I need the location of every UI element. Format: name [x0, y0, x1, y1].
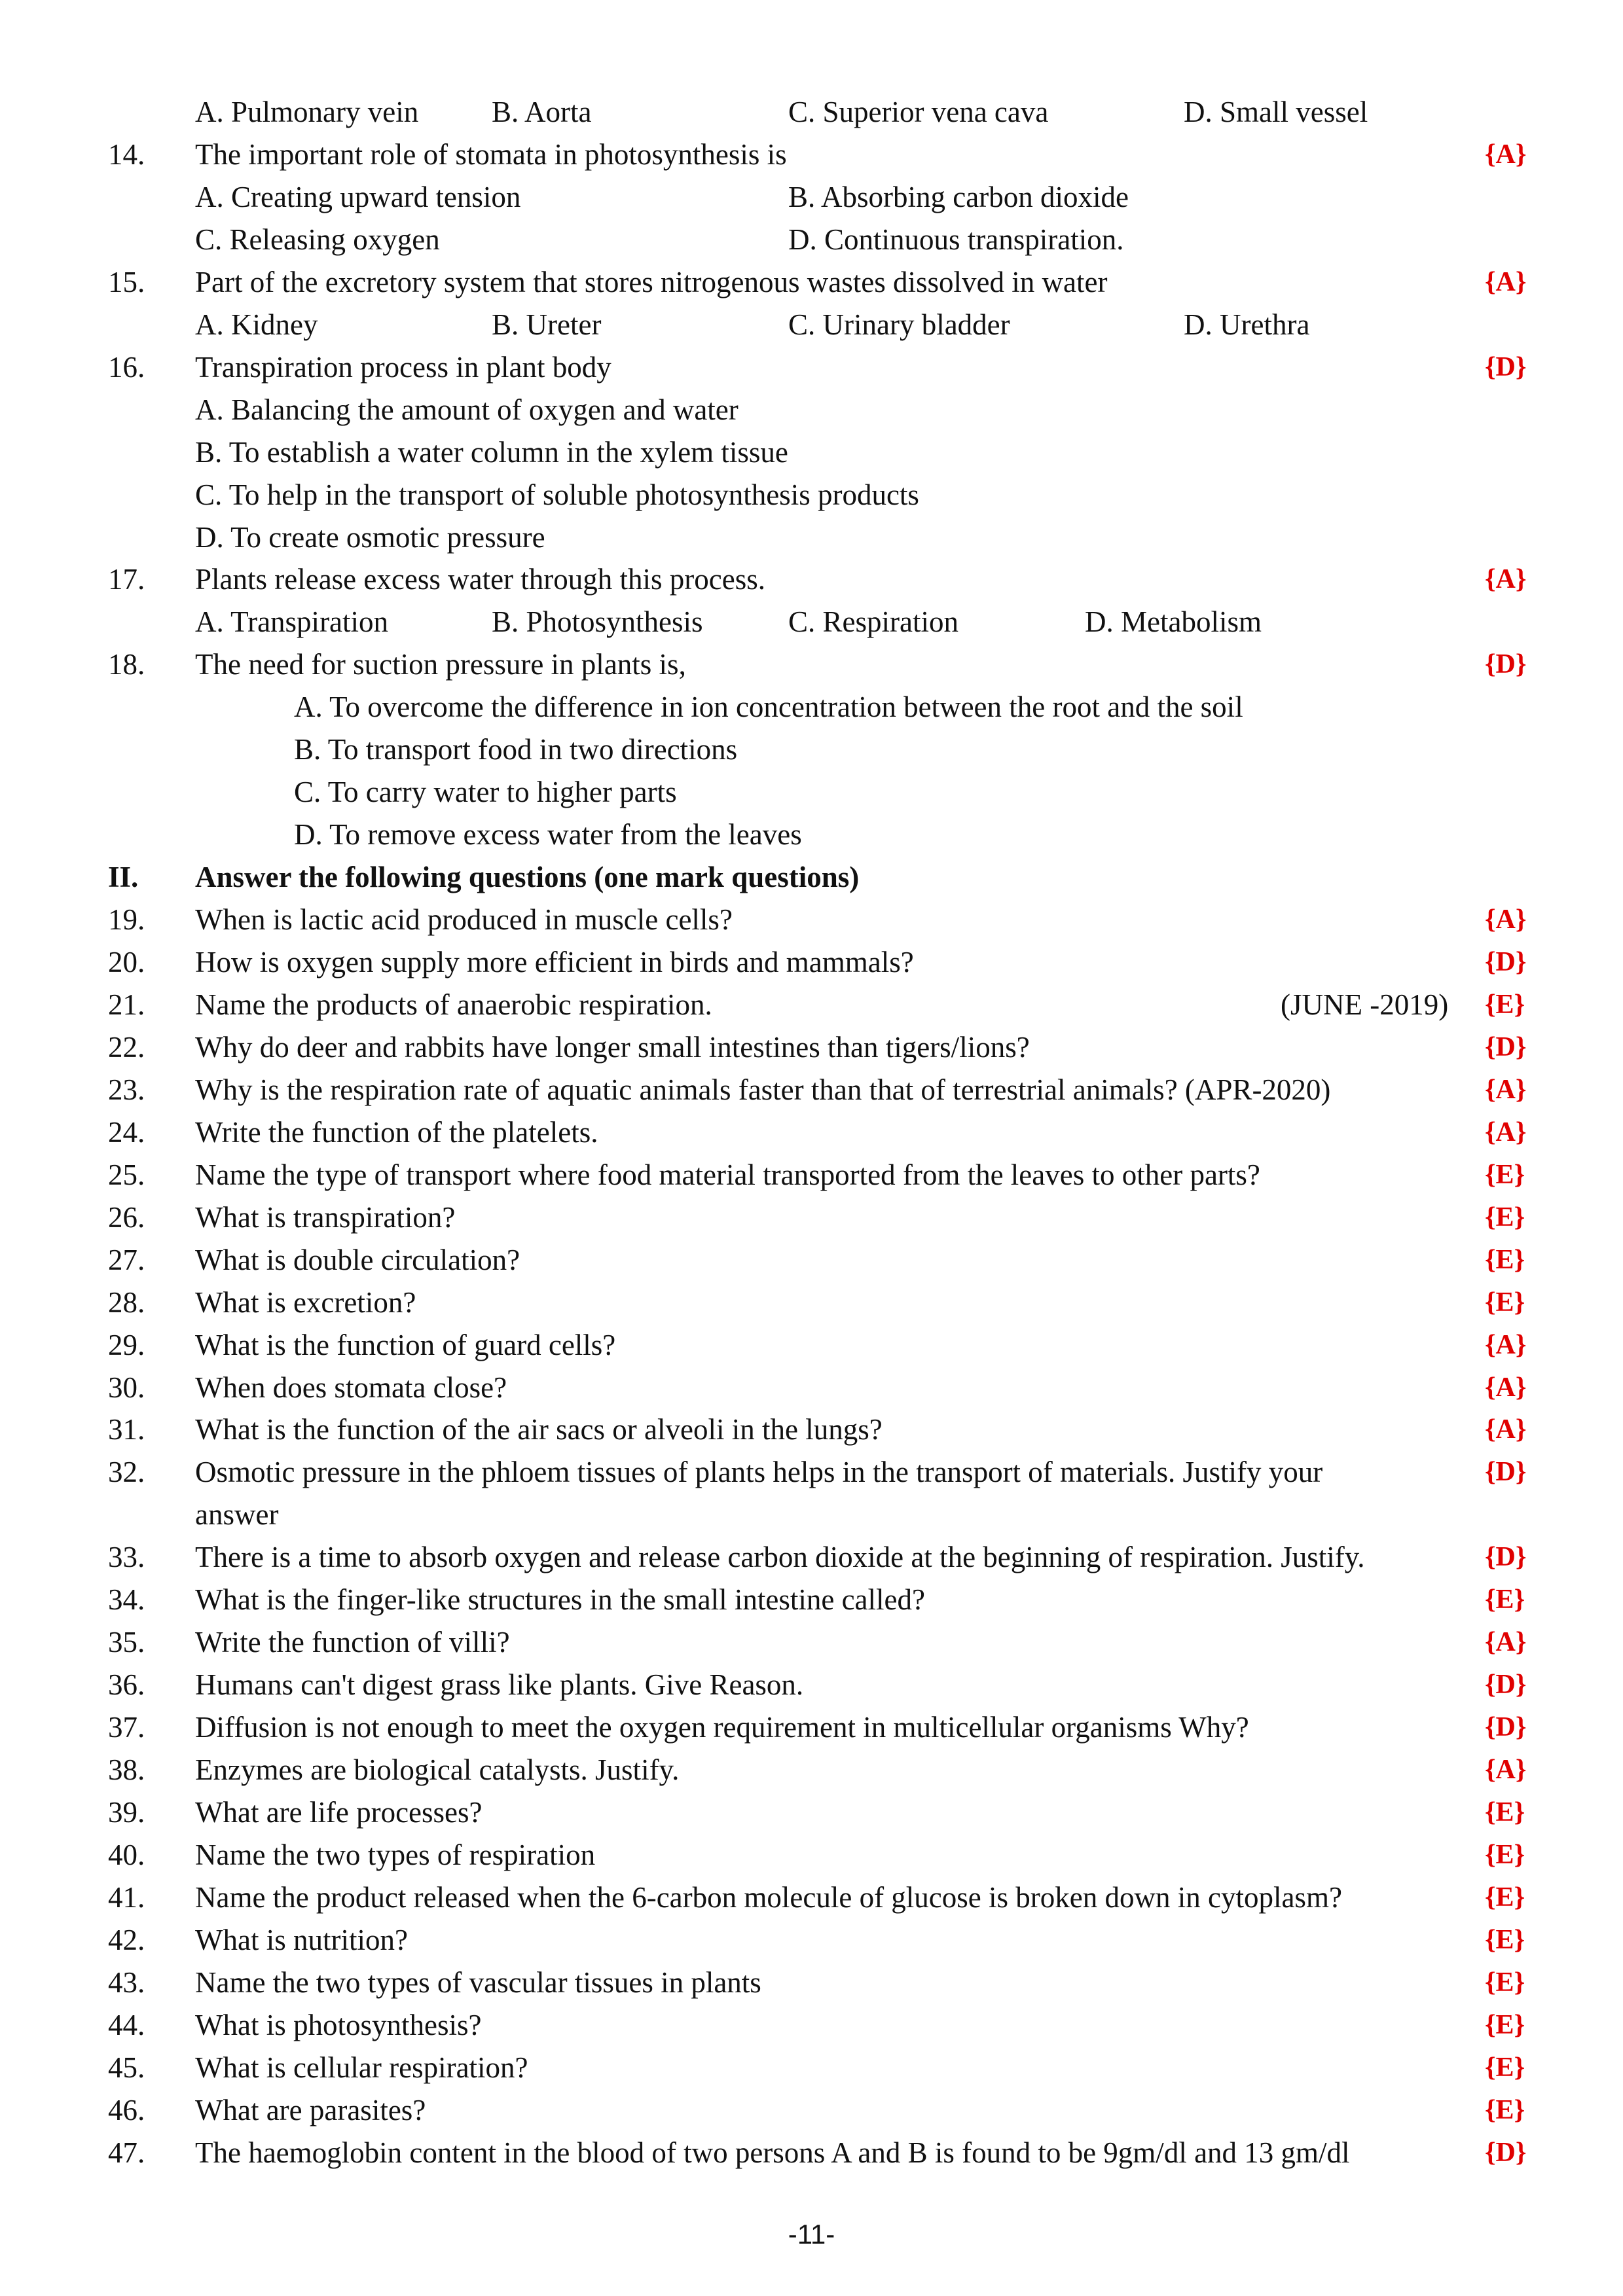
- option: C. Superior vena cava: [788, 96, 1049, 128]
- question-number: 36.: [108, 1668, 145, 1702]
- question-text: When is lactic acid produced in muscle cells?: [195, 903, 733, 937]
- option-line: [0, 686, 1623, 728]
- question-number: 22.: [108, 1030, 145, 1064]
- question-number: 41.: [108, 1880, 145, 1914]
- question-text: Name the type of transport where food material transported from the leaves to other parts?: [195, 1158, 1260, 1191]
- question-number: 17.: [108, 563, 145, 596]
- answer-key-badge: {A}: [1485, 1074, 1527, 1105]
- option: D. To create osmotic pressure: [195, 520, 545, 554]
- question-row: [0, 1621, 1623, 1664]
- question-number: 16.: [108, 350, 145, 384]
- question-row: [0, 261, 1623, 304]
- question-row: [0, 1579, 1623, 1621]
- options-row: [0, 601, 1623, 643]
- question-row: [0, 1876, 1623, 1919]
- question-number: 24.: [108, 1115, 145, 1149]
- question-text: The important role of stomata in photosynthesis is: [195, 137, 787, 171]
- question-text: What is photosynthesis?: [195, 2008, 482, 2041]
- option: A. Pulmonary vein: [195, 96, 419, 128]
- answer-key-badge: {A}: [1485, 564, 1527, 595]
- question-text: Why is the respiration rate of aquatic animals faster than that of terrestrial animals? (APR-2020): [195, 1073, 1331, 1106]
- question-number: 46.: [108, 2093, 145, 2126]
- question-text: What are parasites?: [195, 2093, 426, 2126]
- question-row: [0, 1196, 1623, 1239]
- question-number: 45.: [108, 2051, 145, 2084]
- question-row: [0, 1239, 1623, 1282]
- question-row: [0, 1536, 1623, 1579]
- answer-key-badge: {E}: [1485, 2052, 1525, 2083]
- question-text: What is transpiration?: [195, 1200, 456, 1234]
- question-text: The haemoglobin content in the blood of two persons A and B is found to be 9gm/dl and 13 gm/dl: [195, 2136, 1350, 2169]
- question-row: [0, 941, 1623, 984]
- question-row: [0, 1664, 1623, 1706]
- answer-key-badge: {D}: [1485, 351, 1527, 382]
- answer-key-badge: {D}: [1485, 1457, 1527, 1488]
- question-row: [0, 1154, 1623, 1196]
- question-row: [0, 1111, 1623, 1154]
- answer-key-badge: {E}: [1485, 1924, 1525, 1955]
- question-text: Diffusion is not enough to meet the oxygen requirement in multicellular organisms Why?: [195, 1711, 1249, 1744]
- question-text: Plants release excess water through this process.: [195, 563, 765, 596]
- question-text: answer: [195, 1498, 279, 1532]
- option: D. Continuous transpiration.: [788, 223, 1124, 256]
- question-text: What is nutrition?: [195, 1923, 408, 1956]
- question-number: 28.: [108, 1285, 145, 1319]
- question-text: There is a time to absorb oxygen and release carbon dioxide at the beginning of respiration. Justify.: [195, 1541, 1365, 1574]
- section-heading: [0, 856, 1623, 899]
- question-text: Name the two types of vascular tissues in plants: [195, 1965, 761, 1999]
- question-number: 44.: [108, 2008, 145, 2041]
- question-number: 14.: [108, 137, 145, 171]
- option: B. Ureter: [492, 308, 602, 341]
- question-text: The need for suction pressure in plants is,: [195, 648, 686, 681]
- question-row: [0, 1749, 1623, 1791]
- question-continuation: [0, 1494, 1623, 1536]
- option: D. Small vessel: [1184, 96, 1368, 128]
- question-row: [0, 899, 1623, 941]
- question-row: [0, 2004, 1623, 2047]
- option: A. Creating upward tension: [195, 180, 521, 213]
- answer-key-badge: {A}: [1485, 139, 1527, 170]
- question-text: Name the product released when the 6-carbon molecule of glucose is broken down in cytoplasm?: [195, 1880, 1342, 1914]
- options-row: [0, 91, 1623, 134]
- answer-key-badge: {D}: [1485, 1712, 1527, 1743]
- question-row: [0, 1367, 1623, 1409]
- question-text: Transpiration process in plant body: [195, 350, 611, 384]
- question-text: What is the function of the air sacs or alveoli in the lungs?: [195, 1413, 883, 1446]
- question-row: [0, 134, 1623, 176]
- question-row: [0, 1451, 1623, 1494]
- question-text: Osmotic pressure in the phloem tissues of plants helps in the transport of materials. Justify your: [195, 1456, 1323, 1489]
- answer-key-badge: {E}: [1485, 1882, 1525, 1912]
- question-text: Part of the excretory system that stores nitrogenous wastes dissolved in water: [195, 265, 1108, 298]
- question-text: What is double circulation?: [195, 1243, 520, 1276]
- exam-reference: (JUNE -2019): [1281, 988, 1449, 1021]
- option: A. Balancing the amount of oxygen and water: [195, 393, 739, 426]
- answer-key-badge: {E}: [1485, 989, 1525, 1020]
- question-row: [0, 1069, 1623, 1111]
- option: C. Releasing oxygen: [195, 223, 440, 256]
- answer-key-badge: {A}: [1485, 1755, 1527, 1785]
- question-number: 38.: [108, 1753, 145, 1787]
- question-row: [0, 1026, 1623, 1069]
- question-text: Name the two types of respiration: [195, 1838, 596, 1871]
- answer-key-badge: {D}: [1485, 1031, 1527, 1062]
- question-number: 37.: [108, 1711, 145, 1744]
- answer-key-badge: {E}: [1485, 1839, 1525, 1870]
- question-number: II.: [108, 861, 139, 894]
- question-text: Name the products of anaerobic respiration.: [195, 988, 712, 1021]
- answer-key-badge: {D}: [1485, 1542, 1527, 1573]
- question-number: 32.: [108, 1456, 145, 1489]
- option: B. Photosynthesis: [492, 605, 703, 639]
- question-number: 40.: [108, 1838, 145, 1871]
- question-row: [0, 1834, 1623, 1876]
- question-number: 23.: [108, 1073, 145, 1106]
- option: D. To remove excess water from the leaves: [294, 818, 802, 852]
- question-number: 42.: [108, 1923, 145, 1956]
- answer-key-badge: {E}: [1485, 1585, 1525, 1615]
- answer-key-badge: {A}: [1485, 1372, 1527, 1403]
- question-text: What are life processes?: [195, 1796, 483, 1829]
- question-number: 19.: [108, 903, 145, 937]
- option: C. To carry water to higher parts: [294, 776, 677, 809]
- answer-key-badge: {A}: [1485, 266, 1527, 297]
- option-line: [0, 771, 1623, 814]
- option-line: [0, 516, 1623, 559]
- question-number: 35.: [108, 1626, 145, 1659]
- question-row: [0, 984, 1623, 1026]
- question-row: [0, 1282, 1623, 1324]
- question-row: [0, 1919, 1623, 1962]
- answer-key-badge: {A}: [1485, 1329, 1527, 1360]
- question-number: 26.: [108, 1200, 145, 1234]
- question-number: 21.: [108, 988, 145, 1021]
- option: B. To establish a water column in the xylem tissue: [195, 435, 788, 469]
- answer-key-badge: {E}: [1485, 1287, 1525, 1318]
- question-number: 15.: [108, 265, 145, 298]
- option: C. Urinary bladder: [788, 308, 1010, 341]
- question-row: [0, 1791, 1623, 1834]
- question-row: [0, 643, 1623, 686]
- option-line: [0, 431, 1623, 474]
- answer-key-badge: {A}: [1485, 1627, 1527, 1658]
- answer-key-badge: {E}: [1485, 2009, 1525, 2040]
- question-text: What is the finger-like structures in the small intestine called?: [195, 1583, 925, 1617]
- question-row: [0, 2089, 1623, 2132]
- option: D. Urethra: [1184, 308, 1310, 341]
- answer-key-badge: {E}: [1485, 1244, 1525, 1275]
- answer-key-badge: {E}: [1485, 1967, 1525, 1998]
- question-number: 33.: [108, 1541, 145, 1574]
- answer-key-badge: {A}: [1485, 905, 1527, 935]
- option: A. Transpiration: [195, 605, 389, 639]
- question-text: What is cellular respiration?: [195, 2051, 528, 2084]
- option-line: [0, 474, 1623, 516]
- answer-key-badge: {A}: [1485, 1414, 1527, 1445]
- question-row: [0, 1962, 1623, 2004]
- question-number: 27.: [108, 1243, 145, 1276]
- question-text: What is the function of guard cells?: [195, 1328, 616, 1361]
- question-row: [0, 1706, 1623, 1749]
- question-row: [0, 1408, 1623, 1451]
- option: B. Aorta: [492, 96, 592, 128]
- question-row: [0, 558, 1623, 601]
- question-number: 34.: [108, 1583, 145, 1617]
- answer-key-badge: {D}: [1485, 947, 1527, 977]
- question-number: 30.: [108, 1371, 145, 1404]
- answer-key-badge: {D}: [1485, 649, 1527, 680]
- question-row: [0, 2047, 1623, 2089]
- question-number: 47.: [108, 2136, 145, 2169]
- option: C. Respiration: [788, 605, 958, 639]
- question-number: 39.: [108, 1796, 145, 1829]
- question-number: 18.: [108, 648, 145, 681]
- option: B. To transport food in two directions: [294, 733, 738, 766]
- question-number: 31.: [108, 1413, 145, 1446]
- option: C. To help in the transport of soluble photosynthesis products: [195, 478, 919, 511]
- question-text: Write the function of villi?: [195, 1626, 510, 1659]
- answer-key-badge: {E}: [1485, 1202, 1525, 1232]
- question-number: 29.: [108, 1328, 145, 1361]
- question-number: 20.: [108, 946, 145, 978]
- option-line: [0, 728, 1623, 771]
- answer-key-badge: {D}: [1485, 1670, 1527, 1700]
- options-row: [0, 176, 1623, 219]
- question-text: Humans can't digest grass like plants. Give Reason.: [195, 1668, 804, 1702]
- answer-key-badge: {A}: [1485, 1117, 1527, 1147]
- answer-key-badge: {E}: [1485, 2094, 1525, 2125]
- question-text: When does stomata close?: [195, 1371, 507, 1404]
- answer-key-badge: {E}: [1485, 1797, 1525, 1827]
- question-text: Answer the following questions (one mark questions): [195, 861, 860, 894]
- option: D. Metabolism: [1085, 605, 1262, 639]
- question-text: Write the function of the platelets.: [195, 1115, 598, 1149]
- question-text: What is excretion?: [195, 1285, 416, 1319]
- option: B. Absorbing carbon dioxide: [788, 180, 1129, 213]
- option: A. Kidney: [195, 308, 318, 341]
- question-row: [0, 346, 1623, 389]
- option: A. To overcome the difference in ion concentration between the root and the soil: [294, 691, 1243, 724]
- answer-key-badge: {D}: [1485, 2137, 1527, 2168]
- option-line: [0, 814, 1623, 856]
- option-line: [0, 389, 1623, 431]
- question-row: [0, 2132, 1623, 2174]
- question-number: 25.: [108, 1158, 145, 1191]
- question-text: Enzymes are biological catalysts. Justify.: [195, 1753, 680, 1787]
- question-text: How is oxygen supply more efficient in birds and mammals?: [195, 946, 914, 978]
- page-number: -11-: [788, 2219, 835, 2250]
- question-text: Why do deer and rabbits have longer small intestines than tigers/lions?: [195, 1030, 1030, 1064]
- question-row: [0, 1324, 1623, 1367]
- options-row: [0, 304, 1623, 346]
- answer-key-badge: {E}: [1485, 1159, 1525, 1190]
- question-number: 43.: [108, 1965, 145, 1999]
- options-row: [0, 219, 1623, 261]
